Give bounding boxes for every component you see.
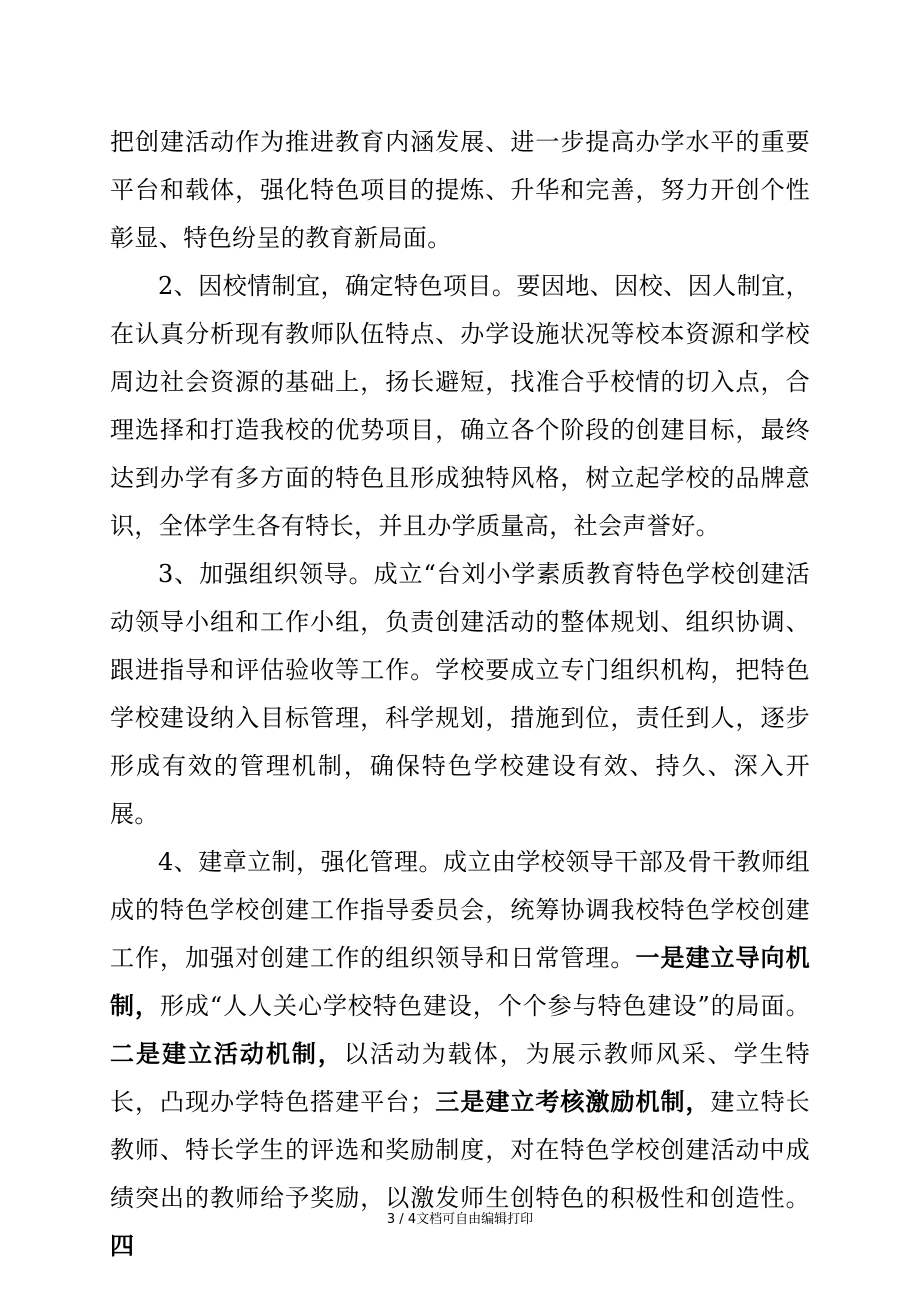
paragraph [110, 262, 810, 550]
page-footer: 3 / 4文档可自由编辑打印 [386, 1212, 534, 1227]
paragraph [110, 118, 810, 262]
text-segment: 建立特长教师、特长学生的评选和奖励制度，对在特色学校创建活动中成绩突出的教师给予奖励，以激发师生创特色的积极性和创造性。 [110, 1088, 810, 1212]
bold-text-segment: 一是建立导向机制， [110, 943, 810, 1020]
paragraph [110, 550, 810, 838]
bold-text-segment: 二是建立活动机制， [110, 1039, 344, 1068]
text-segment: 4、建章立制，强化管理。成立由学校领导干部及骨干教师组成的特色学校创建工作指导委员会，统筹协调我校特色学校创建工作，加强对创建工作的组织领导和日常管理。 [110, 848, 810, 972]
text-segment: 把创建活动作为推进教育内涵发展、进一步提高办学水平的重要平台和载体，强化特色项目的提炼、升华和完善，努力开创个性彰显、特色纷呈的教育新局面。 [110, 128, 810, 252]
text-segment: 3、加强组织领导。成立“台刘小学素质教育特色学校创建活动领导小组和工作小组，负责创建活动的整体规划、组织协调、跟进指导和评估验收等工作。学校要成立专门组织机构，把特色学校建设纳入目标管理，科学规划，措施到位，责任到人，逐步形成有效的管理机制，确保特色学校建设有效、持久、深入开展。 [110, 560, 810, 828]
bold-text-segment: 三是建立考核激励机制， [434, 1087, 711, 1116]
paragraph [110, 838, 810, 1270]
text-segment: 2、因校情制宜，确定特色项目。要因地、因校、因人制宜，在认真分析现有教师队伍特点、办学设施状况等校本资源和学校周边社会资源的基础上，扬长避短，找准合乎校情的切入点，合理选择和打造我校的优势项目，确立各个阶段的创建目标，最终达到办学有多方面的特色且形成独特风格，树立起学校的品牌意识，全体学生各有特长，并且办学质量高，社会声誉好。 [110, 272, 810, 540]
text-segment: 以活动为载体，为展示教师风采、学生特长，凸现办学特色搭建平台； [110, 1040, 810, 1116]
bold-text-segment: 四 [110, 1231, 135, 1260]
text-segment: 形成“人人关心学校特色建设，个个参与特色建设”的局面。 [159, 992, 810, 1020]
document-body [110, 118, 810, 1270]
